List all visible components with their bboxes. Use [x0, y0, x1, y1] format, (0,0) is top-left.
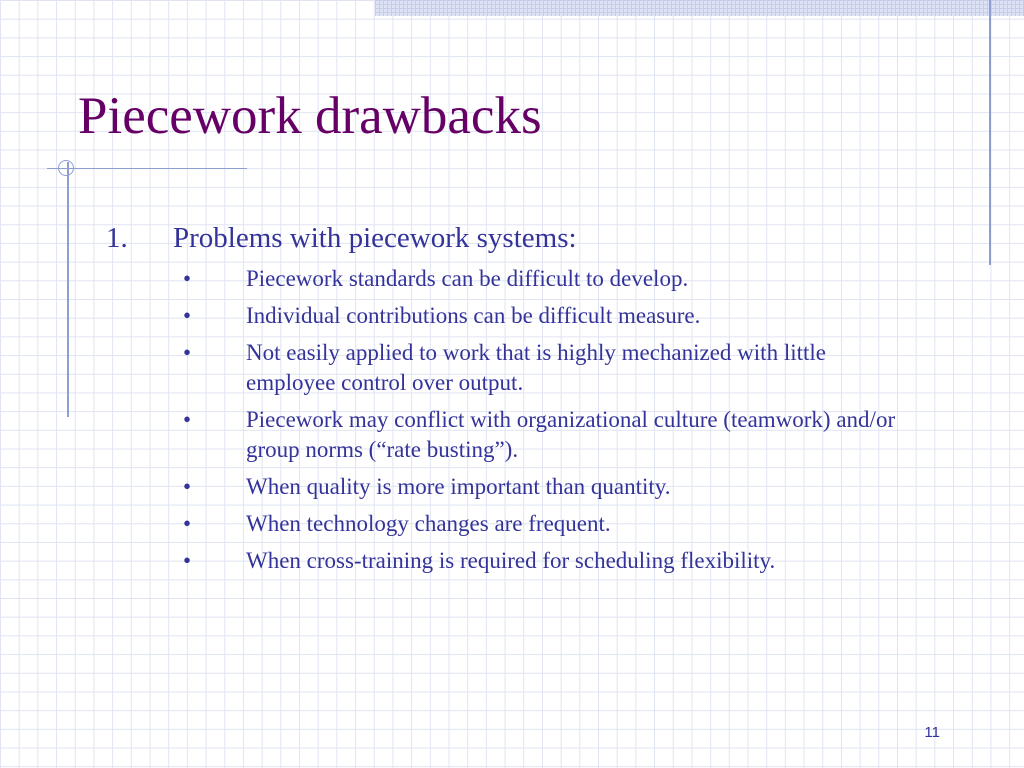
- bullet-icon: •: [183, 474, 192, 499]
- bullet-item: [183, 264, 923, 294]
- bullet-item: [183, 546, 923, 576]
- bullet-text: Piecework standards can be difficult to develop.: [246, 266, 689, 291]
- left-vertical-decor-line: [67, 162, 69, 417]
- bullet-item: [183, 301, 923, 331]
- item-number: 1.: [106, 222, 128, 254]
- bullet-icon: •: [183, 340, 192, 365]
- top-decor-band: [375, 0, 1024, 16]
- bullet-list: [183, 264, 923, 583]
- decor-circle-icon: [58, 160, 74, 176]
- title-underline-decor: [47, 168, 247, 169]
- bullet-icon: •: [183, 266, 192, 291]
- bullet-item: [183, 509, 923, 539]
- bullet-icon: •: [183, 548, 192, 573]
- bullet-text: When quality is more important than quantity.: [246, 474, 671, 499]
- bullet-icon: •: [183, 303, 192, 328]
- bullet-icon: •: [183, 511, 192, 536]
- bullet-text: When technology changes are frequent.: [246, 511, 611, 536]
- right-vertical-decor-line: [989, 0, 991, 265]
- item-text: Problems with piecework systems:: [173, 222, 577, 254]
- page-number: 11: [924, 724, 940, 741]
- bullet-text: Not easily applied to work that is highly mechanized with little employee control over output.: [246, 340, 826, 395]
- bullet-text: Piecework may conflict with organizational culture (teamwork) and/or group norms (“rate busting”).: [246, 407, 896, 462]
- slide-title: Piecework drawbacks: [78, 87, 542, 145]
- bullet-text: When cross-training is required for scheduling flexibility.: [246, 548, 776, 573]
- bullet-item: [183, 472, 923, 502]
- bullet-item: [183, 405, 923, 465]
- bullet-item: [183, 338, 923, 398]
- bullet-icon: •: [183, 407, 192, 432]
- bullet-text: Individual contributions can be difficult measure.: [246, 303, 701, 328]
